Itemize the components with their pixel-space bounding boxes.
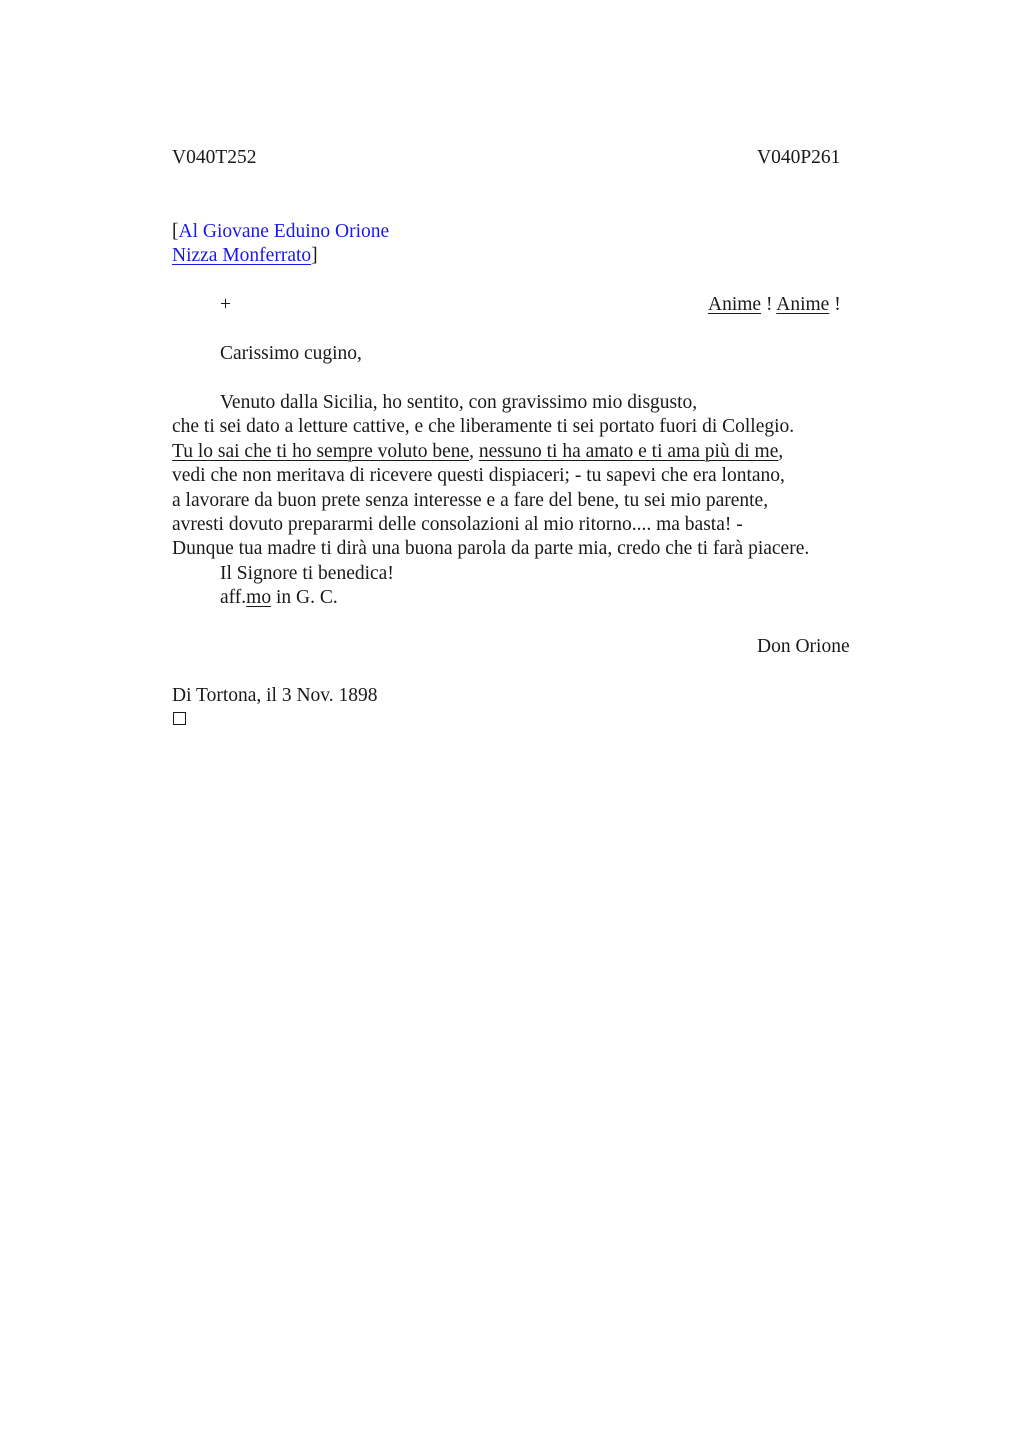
body-line: a lavorare da buon prete senza interesse e a fare del bene, tu sei mio parente, (172, 489, 769, 511)
body-line: Dunque tua madre ti dirà una buona parola da parte mia, credo che ti farà piacere. (172, 538, 810, 560)
closing-aff: aff. (220, 587, 247, 609)
signature: Don Orione (757, 636, 850, 657)
blessing-line: Il Signore ti benedica! (220, 562, 394, 584)
comma-separator: , (469, 440, 479, 462)
empty-box-icon (173, 712, 186, 725)
recipient-city-line (172, 244, 318, 268)
body-line: che ti sei dato a letture cattive, e che liberamente ti sei portato fuori di Collegio. (172, 416, 795, 438)
underlined-phrase-2: nessuno ti ha amato e ti ama più di me (478, 440, 779, 462)
motto-word-1: Anime (708, 294, 762, 315)
motto-word-2: Anime (776, 294, 830, 315)
address-city-link[interactable]: Nizza Monferrato (172, 245, 312, 266)
motto-sep-2: ! (829, 294, 841, 315)
motto (708, 293, 841, 317)
motto-sep-1: ! (761, 294, 777, 315)
salutation: Carissimo cugino, (220, 343, 362, 364)
address-open-bracket: [ (172, 221, 179, 242)
recipient-address (172, 220, 389, 244)
date-line: Di Tortona, il 3 Nov. 1898 (172, 685, 378, 706)
body-line: avresti dovuto prepararmi delle consolazioni al mio ritorno.... ma basta! - (172, 513, 743, 535)
closing-mo: mo (246, 587, 272, 609)
cross-mark: + (220, 294, 231, 315)
body-line: Venuto dalla Sicilia, ho sentito, con gravissimo mio disgusto, (220, 392, 698, 413)
closing-in-gc: in G. C. (271, 587, 338, 609)
letter-body (172, 391, 809, 611)
document-code-left: V040T252 (172, 147, 257, 168)
body-line: vedi che non meritava di ricevere questi dispiaceri; - tu sapevi che era lontano, (172, 465, 785, 487)
body-line-underlined (172, 440, 809, 464)
address-recipient-name[interactable]: Al Giovane Eduino Orione (178, 221, 390, 242)
underlined-phrase-1: Tu lo sai che ti ho sempre voluto bene (172, 440, 470, 462)
closing-line (172, 586, 809, 610)
comma-end: , (778, 440, 784, 462)
address-close-bracket: ] (311, 245, 318, 266)
document-code-right: V040P261 (757, 147, 841, 168)
